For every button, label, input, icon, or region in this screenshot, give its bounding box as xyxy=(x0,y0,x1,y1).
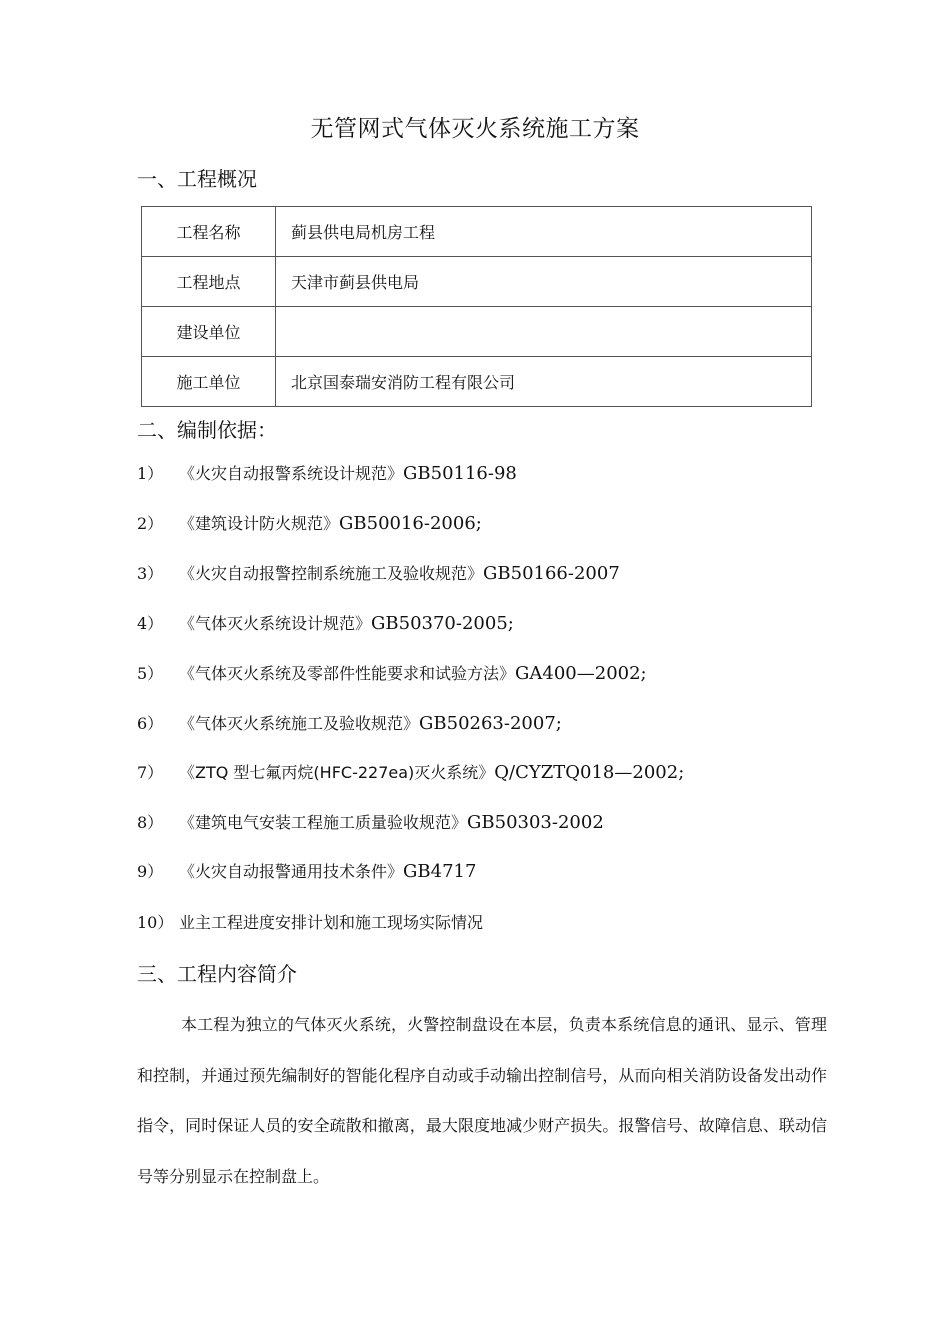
section1-heading: 一、工程概况 xyxy=(137,167,257,191)
table-value: 北京国泰瑞安消防工程有限公司 xyxy=(276,357,812,407)
list-item xyxy=(137,910,483,933)
list-item-standard: GA400—2002; xyxy=(515,663,647,684)
document-title: 无管网式气体灭火系统施工方案 xyxy=(310,116,640,142)
table-row xyxy=(142,207,812,257)
list-item-title: 《火灾自动报警控制系统施工及验收规范》 xyxy=(179,564,484,583)
list-item-title: 《火灾自动报警通用技术条件》 xyxy=(179,862,404,881)
list-item-standard: GB50303-2002 xyxy=(467,812,604,833)
list-item xyxy=(137,760,684,783)
list-item-standard: GB4717 xyxy=(403,861,477,882)
list-item xyxy=(137,561,620,584)
list-item-standard: GB50166-2007 xyxy=(483,563,620,584)
list-item-number: 3） xyxy=(137,564,164,583)
table-row xyxy=(142,257,812,307)
list-item-title: 《气体灭火系统施工及验收规范》 xyxy=(179,714,420,733)
list-item-title: 《气体灭火系统及零部件性能要求和试验方法》 xyxy=(179,664,516,683)
list-item-number: 1） xyxy=(137,464,164,483)
list-item xyxy=(137,859,476,882)
list-item-title: 《建筑设计防火规范》 xyxy=(179,514,340,533)
list-item-number: 6） xyxy=(137,714,164,733)
list-item-title: 《建筑电气安装工程施工质量验收规范》 xyxy=(179,813,468,832)
list-item-title: 《ZTQ 型七氟丙烷(HFC-227ea)灭火系统》 xyxy=(179,763,495,782)
list-item-title: 业主工程进度安排计划和施工现场实际情况 xyxy=(179,913,484,932)
project-description: 本工程为独立的气体灭火系统，火警控制盘设在本层，负责本系统信息的通讯、显示、管理和控制，并通过预先编制好的智能化程序自动或手动输出控制信号，从而向相关消防设备发出动作指令，同时保证人员的安全疏散和撤离，最大限度地减少财产损失。报警信号、故障信息、联动信号等分别显示在控制盘上。 xyxy=(137,1015,827,1186)
list-item-title: 《火灾自动报警系统设计规范》 xyxy=(179,464,404,483)
list-item-number: 4） xyxy=(137,614,164,633)
list-item xyxy=(137,461,517,484)
list-item xyxy=(137,711,562,734)
table-key: 施工单位 xyxy=(142,357,276,407)
table-row xyxy=(142,357,812,407)
section2-heading: 二、编制依据： xyxy=(137,418,277,442)
table-key: 工程地点 xyxy=(142,257,276,307)
list-item-number: 2） xyxy=(137,514,164,533)
table-value: 天津市蓟县供电局 xyxy=(276,257,812,307)
table-value xyxy=(276,307,812,357)
list-item xyxy=(137,511,482,534)
list-item-standard: GB50370-2005; xyxy=(371,613,514,634)
table-key: 建设单位 xyxy=(142,307,276,357)
list-item-number: 10） xyxy=(137,913,174,932)
list-item-number: 5） xyxy=(137,664,164,683)
list-item-number: 8） xyxy=(137,813,164,832)
section3-heading: 三、工程内容简介 xyxy=(137,962,297,986)
list-item xyxy=(137,661,647,684)
table-row xyxy=(142,307,812,357)
table-value: 蓟县供电局机房工程 xyxy=(276,207,812,257)
list-item-standard: GB50263-2007; xyxy=(419,713,562,734)
project-info-table xyxy=(141,206,812,407)
table-key: 工程名称 xyxy=(142,207,276,257)
list-item-number: 7） xyxy=(137,763,164,782)
list-item-title: 《气体灭火系统设计规范》 xyxy=(179,614,372,633)
list-item xyxy=(137,611,514,634)
list-item-number: 9） xyxy=(137,862,164,881)
list-item xyxy=(137,810,604,833)
list-item-standard: GB50016-2006; xyxy=(339,513,482,534)
list-item-standard: GB50116-98 xyxy=(403,463,517,484)
list-item-standard: Q/CYZTQ018—2002; xyxy=(494,762,685,783)
